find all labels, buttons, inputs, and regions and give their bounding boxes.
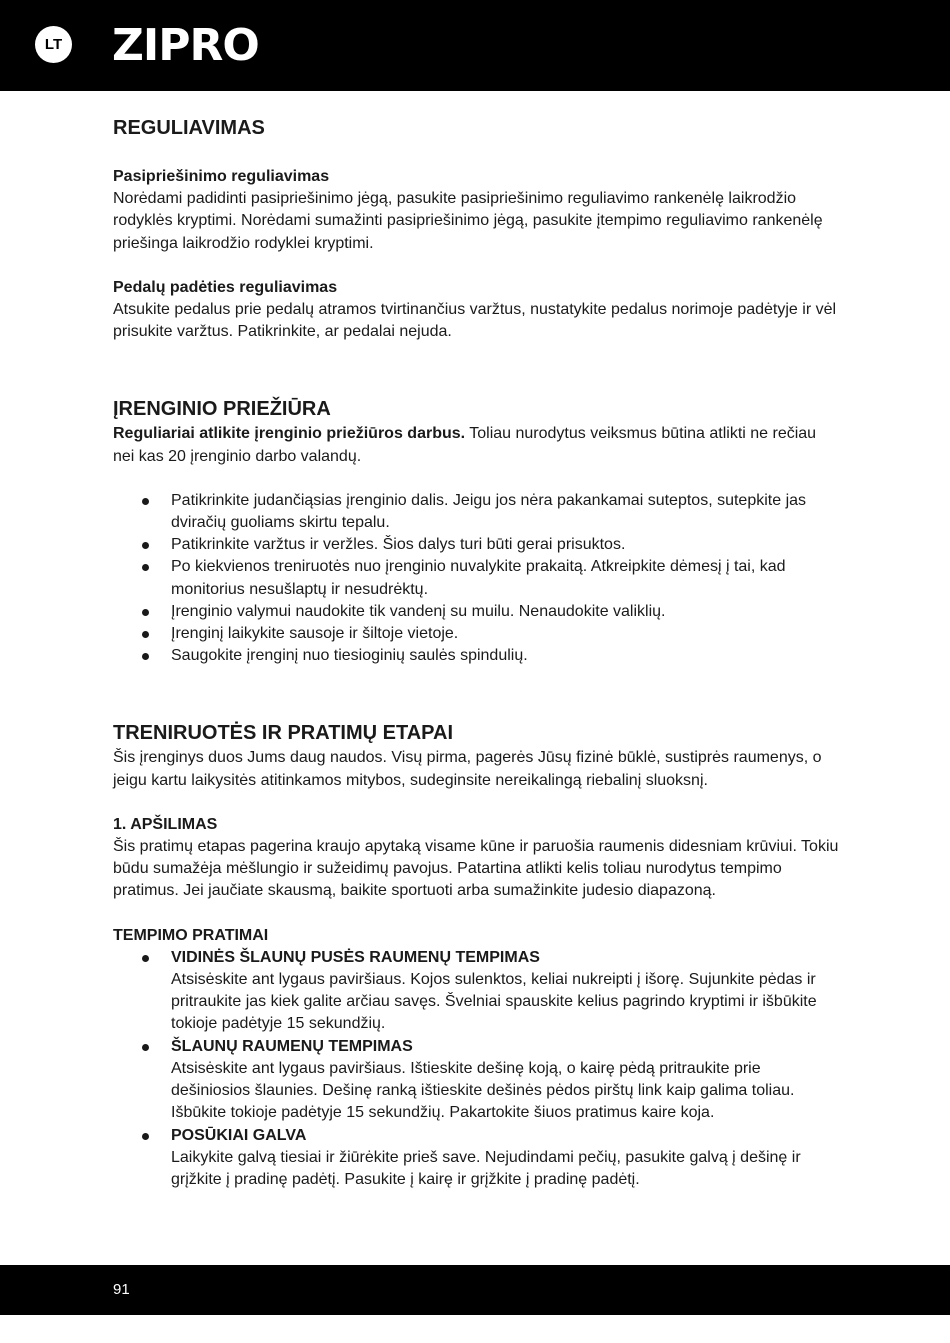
exercise-name: ŠLAUNŲ RAUMENŲ TEMPIMAS xyxy=(171,1037,413,1055)
exercise-name: VIDINĖS ŠLAUNŲ PUSĖS RAUMENŲ TEMPIMAS xyxy=(171,948,540,966)
maintenance-intro-bold: Reguliariai atlikite įrenginio priežiūros darbus. xyxy=(113,425,466,443)
page-header xyxy=(0,0,950,91)
resistance-text: Norėdami padidinti pasipriešinimo jėgą, pasukite pasipriešinimo reguliavimo rankenėlę laikrodžio rodyklės kryptimi. Norėdami sumažinti pasipriešinimo jėgą, pasukite įtempimo reguliavimo rankenėlę priešinga laikrodžio rodyklei kryptimi. xyxy=(113,190,823,252)
page-footer xyxy=(0,1265,950,1315)
exercise-item xyxy=(113,947,841,1036)
list-item: Saugokite įrenginį nuo tiesioginių saulės spindulių. xyxy=(113,645,841,667)
brand-name: ZIPRO xyxy=(112,20,259,71)
list-item: Įrenginį laikykite sausoje ir šiltoje vietoje. xyxy=(113,623,841,645)
exercise-item xyxy=(113,1036,841,1125)
exercise-text: Laikykite galvą tiesiai ir žiūrėkite prieš save. Nejudindami pečių, pasukite galvą į dešinę ir grįžkite į pradinę padėtį. Pasukite į kairę ir grįžkite į pradinę padėtį. xyxy=(171,1148,801,1188)
pedal-subtitle: Pedalų padėties reguliavimas xyxy=(113,278,338,296)
exercise-text: Atsisėskite ant lygaus paviršiaus. Ištieskite dešinę koją, o kairę pėdą pritraukite prie dešiniosios šlaunies. Dešinę ranką ištieskite dešinės pėdos pirštų link kaip galima toliau. Išbūkite tokioje padėtyje 15 sekundžių. Pakartokite šiuos pratimus kaire koja. xyxy=(171,1059,795,1122)
exercise-item xyxy=(113,1125,841,1192)
list-item: Patikrinkite varžtus ir veržles. Šios dalys turi būti gerai prisuktos. xyxy=(113,534,841,556)
section-title-treniruotes: TRENIRUOTĖS IR PRATIMŲ ETAPAI xyxy=(113,722,453,745)
resistance-subtitle: Pasipriešinimo reguliavimas xyxy=(113,168,330,185)
stretch-title: TEMPIMO PRATIMAI xyxy=(113,926,269,944)
page-content xyxy=(113,114,841,1191)
exercise-list xyxy=(113,947,841,1191)
maintenance-intro xyxy=(113,423,841,467)
exercise-name: POSŪKIAI GALVA xyxy=(171,1126,307,1144)
list-item: Patikrinkite judančiąsias įrenginio dalis. Jeigu jos nėra pakankamai suteptos, sutepkite jas dviračių guoliams skirtu tepalu. xyxy=(113,490,841,534)
page-number: 91 xyxy=(113,1281,130,1298)
list-item: Įrenginio valymui naudokite tik vandenį su muilu. Nenaudokite valiklių. xyxy=(113,601,841,623)
zipro-logo xyxy=(112,20,302,71)
section-title-prieziura: ĮRENGINIO PRIEŽIŪRA xyxy=(113,398,331,421)
pedal-text: Atsukite pedalus prie pedalų atramos tvirtinančius varžtus, nustatykite pedalus norimoje padėtyje ir vėl prisukite varžtus. Patikrinkite, ar pedalai nejuda. xyxy=(113,301,837,341)
warmup-text: Šis pratimų etapas pagerina kraujo apytaką visame kūne ir paruošia raumenis didesniam krūviui. Tokiu būdu sumažėja mėšlungio ir sužeidimų pavojus. Patartina atlikti kelis toliau nurodytus tempimo pratimus. Jei jaučiate skausmą, baikite sportuoti arba sumažinkite judesio diapazoną. xyxy=(113,838,839,900)
list-item: Po kiekvienos treniruotės nuo įrenginio nuvalykite prakaitą. Atkreipkite dėmesį į tai, kad monitorius nesušlaptų ir nesudrėktų. xyxy=(113,556,841,600)
warmup-title: 1. APŠILIMAS xyxy=(113,815,218,833)
training-intro: Šis įrenginys duos Jums daug naudos. Visų pirma, pagerės Jūsų fizinė būklė, sustiprės raumenys, o jeigu kartu laikysitės atitinkamos mitybos, sudeginsite nereikalingą riebalinį sluoksnį. xyxy=(113,749,822,789)
language-badge: LT xyxy=(35,26,72,63)
exercise-text: Atsisėskite ant lygaus paviršiaus. Kojos sulenktos, keliai nukreipti į išorę. Sujunkite pėdas ir pritraukite jas kiek galite arčiau savęs. Švelniai spauskite kelius pagrindo kryptimi ir išbūkite tokioje padėtyje 15 sekundžių. xyxy=(171,971,817,1033)
maintenance-list xyxy=(113,490,841,668)
section-title-reguliavimas: REGULIAVIMAS xyxy=(113,117,265,139)
maintenance-intro-rest: Toliau nurodytus veiksmus būtina atlikti ne rečiau nei kas 20 įrenginio darbo valandų. xyxy=(113,425,817,465)
